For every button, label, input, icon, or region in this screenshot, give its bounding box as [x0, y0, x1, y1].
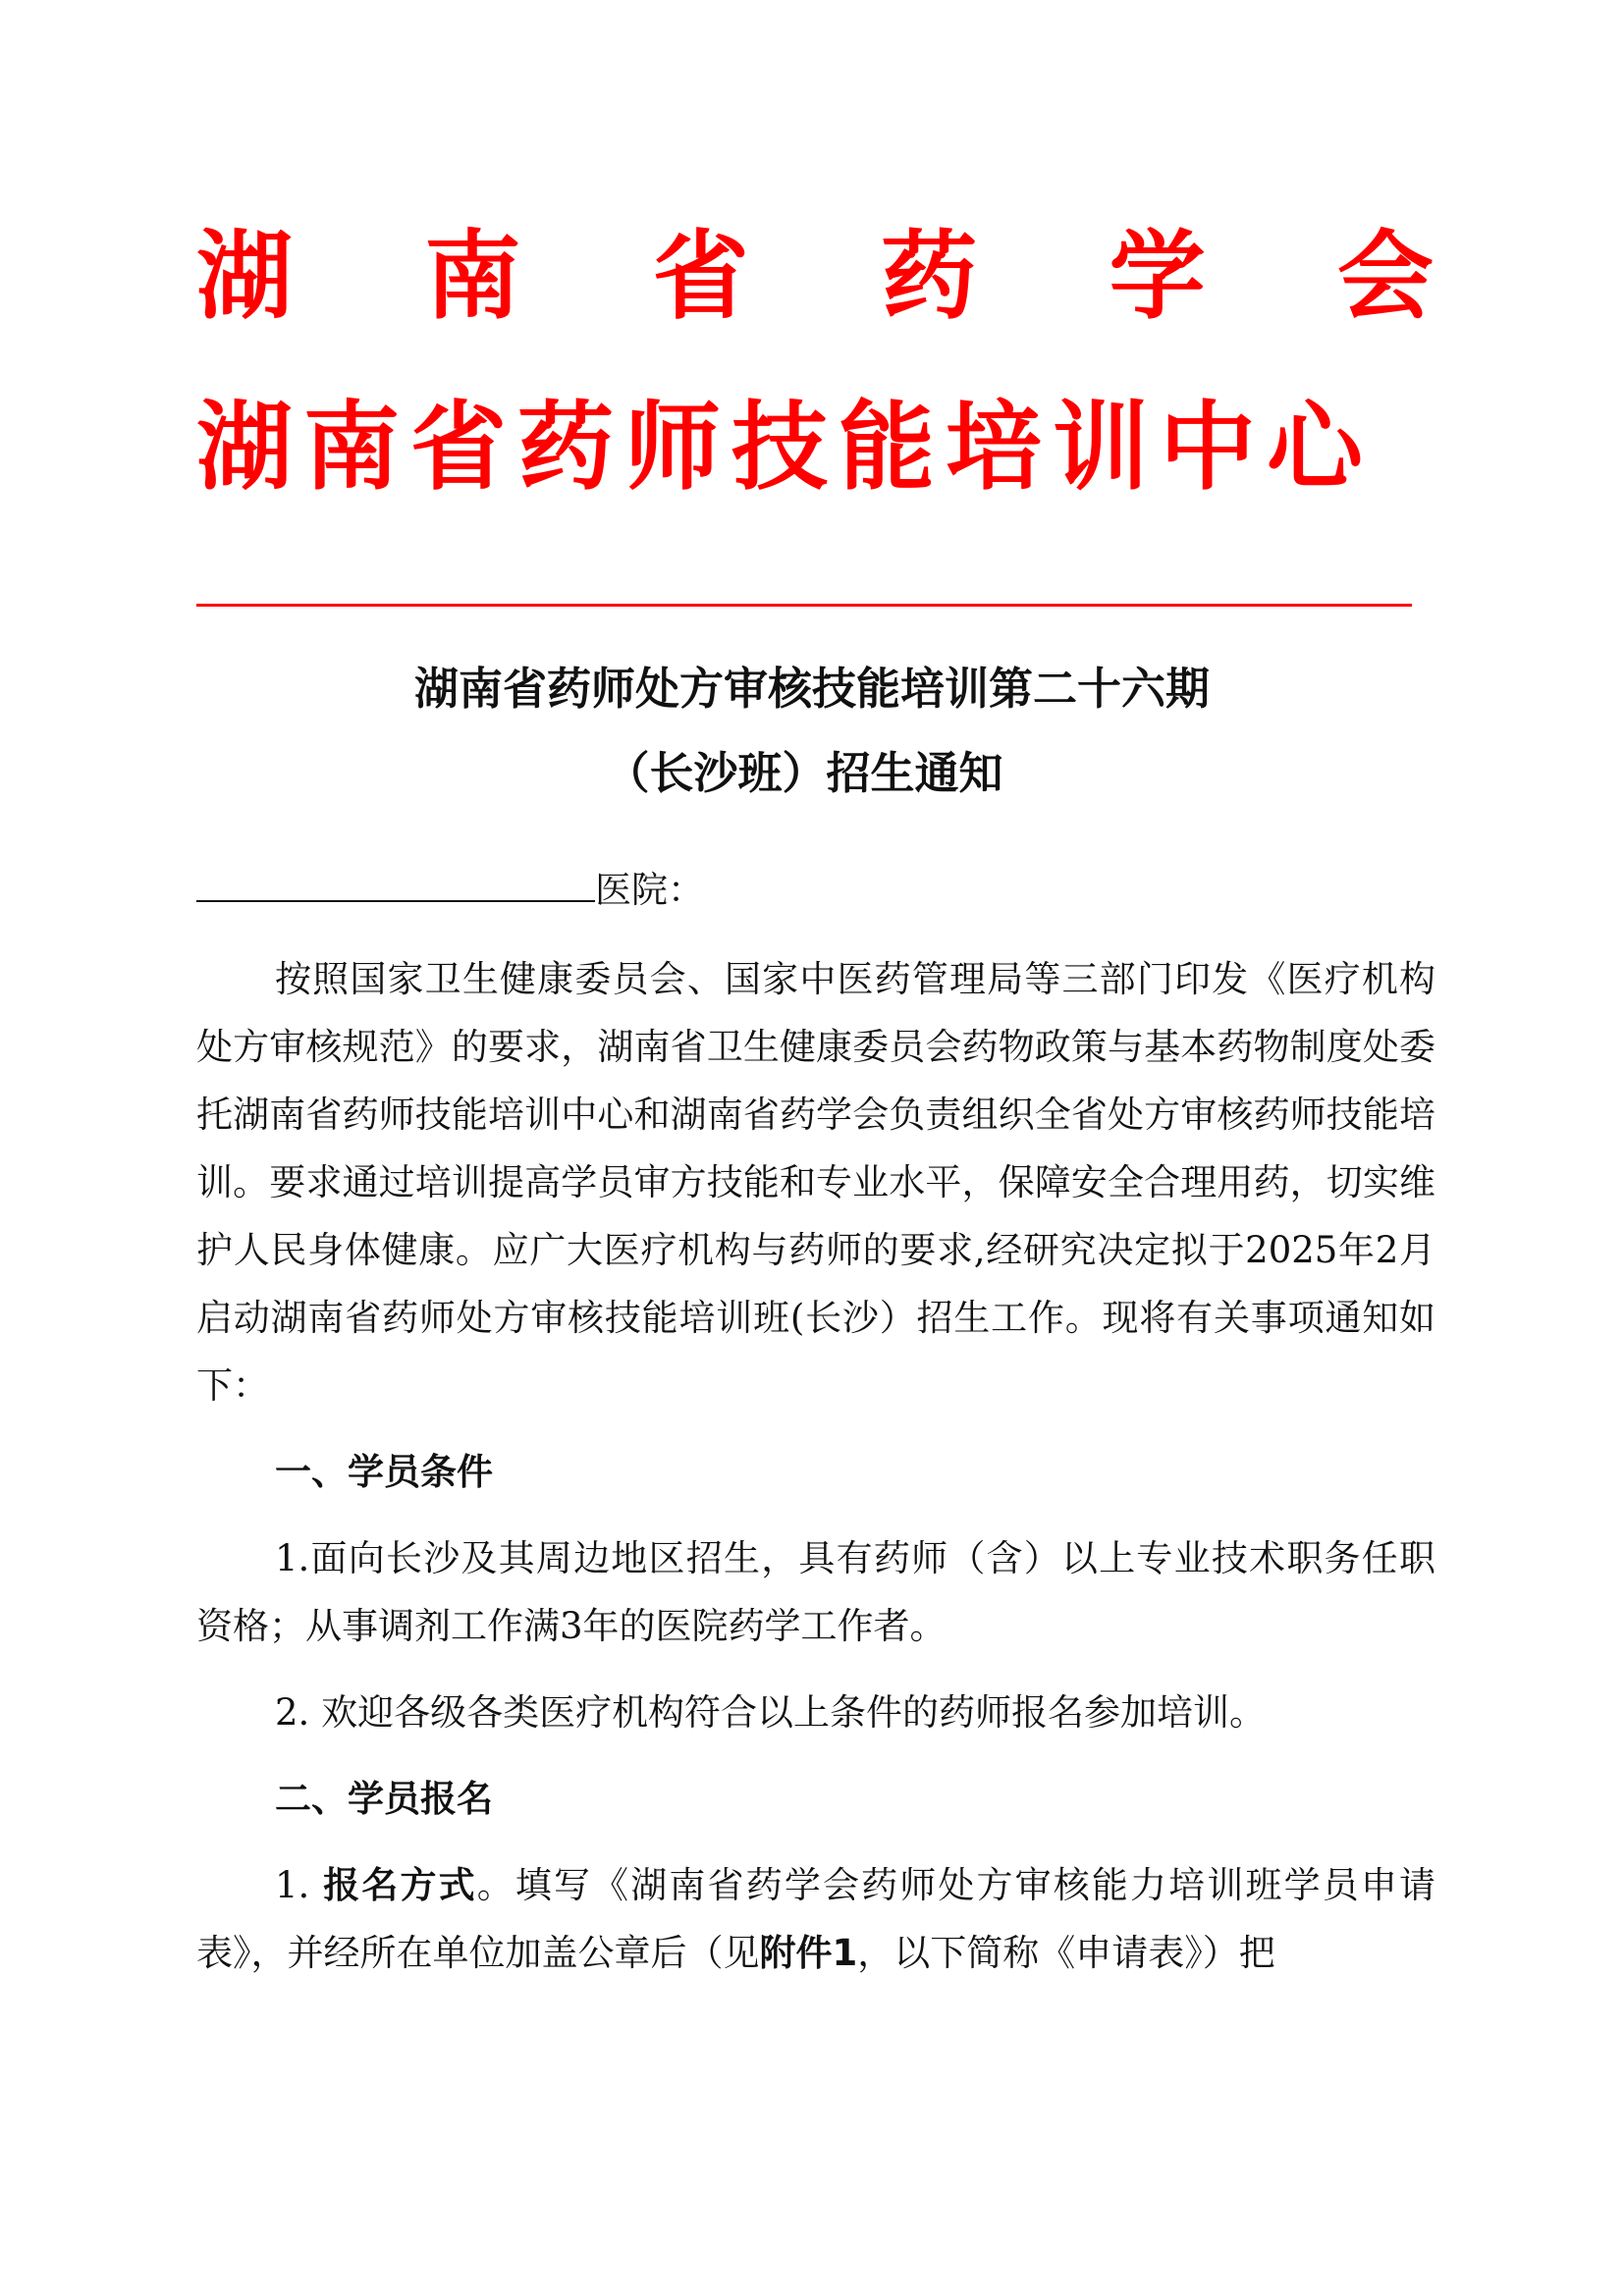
- document-subtitle: （长沙班）招生通知: [605, 747, 1003, 799]
- document-body: [196, 856, 1435, 2005]
- letterhead-char: 药: [881, 221, 978, 333]
- letterhead-char: 南: [424, 221, 521, 333]
- requirement-item-1: 1.面向长沙及其周边地区招生，具有药师（含）以上专业技术职务任职资格；从事调剂工作满3年的医院药学工作者。: [196, 1537, 1435, 1647]
- letterhead-center-name: 湖南省药师技能培训中心: [196, 392, 1375, 504]
- intro-paragraph: 按照国家卫生健康委员会、国家中医药管理局等三部门印发《医疗机构处方审核规范》的要求，湖南省卫生健康委员会药物政策与基本药物制度处委托湖南省药师技能培训中心和湖南省药学会负责组织全省处方审核药师技能培训。要求通过培训提高学员审方技能和专业水平，保障安全合理用药，切实维护人民身体健康。应广大医疗机构与药师的要求,经研究决定拟于2025年2月启动湖南省药师处方审核技能培训班(长沙）招生工作。现将有关事项通知如下：: [196, 958, 1435, 1407]
- letterhead-org-name: [196, 223, 1434, 331]
- section-heading-registration: 二、学员报名: [275, 1778, 493, 1820]
- registration-item-1: [196, 1851, 1435, 1987]
- hospital-name-blank: [196, 863, 595, 902]
- registration-method-label: 报名方式: [323, 1864, 477, 1906]
- document-title: 湖南省药师处方审核技能培训第二十六期: [413, 663, 1210, 715]
- salutation: [196, 856, 1435, 924]
- letterhead-char: 会: [1336, 221, 1434, 333]
- attachment-reference: 附件1: [759, 1932, 858, 1974]
- letterhead-char: 湖: [196, 221, 294, 333]
- letterhead-char: 省: [652, 221, 749, 333]
- salutation-suffix: 医院：: [595, 869, 704, 911]
- requirement-item-2: 2. 欢迎各级各类医疗机构符合以上条件的药师报名参加培训。: [275, 1691, 1267, 1734]
- section-heading-student-requirements: 一、学员条件: [275, 1451, 493, 1493]
- registration-item-number: 1.: [275, 1864, 324, 1906]
- letterhead-divider: [196, 604, 1412, 607]
- registration-method-text-continued: ，以下简称《申请表》）把: [857, 1932, 1275, 1974]
- registration-method-text: 。填写《湖南省药学会药师处方审核能力培训班学员申请表》，并经所在单位加盖公章后（见: [196, 1864, 1435, 1974]
- letterhead-char: 学: [1109, 221, 1206, 333]
